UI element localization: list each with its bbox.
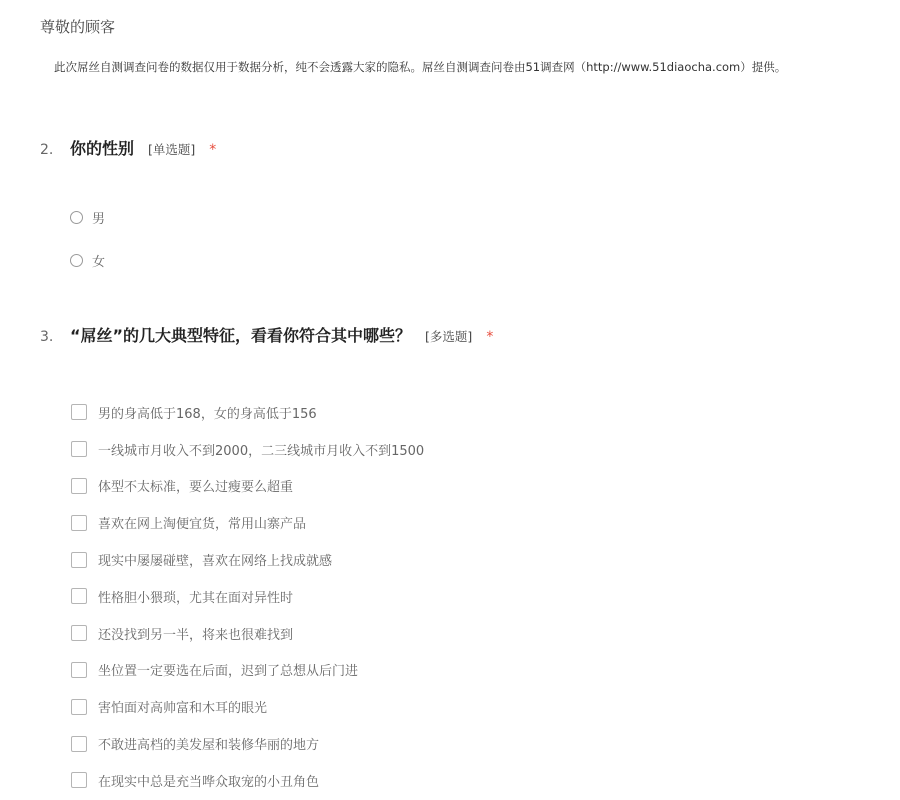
question-type-label: [多选题] bbox=[425, 329, 473, 344]
option-label: 男的身高低于168，女的身高低于156 bbox=[98, 406, 317, 422]
intro-text: 此次屌丝自测调查问卷的数据仅用于数据分析，纯不会透露大家的隐私。屌丝自测调查问卷由51调查网（http://www.51diaocha.com）提供。 bbox=[54, 60, 787, 74]
option-label: 体型不太标准，要么过瘦要么超重 bbox=[98, 480, 294, 496]
checkbox[interactable] bbox=[71, 588, 87, 604]
checkbox[interactable] bbox=[71, 772, 87, 788]
option-label: 坐位置一定要选在后面，迟到了总想从后门进 bbox=[98, 664, 359, 680]
checkbox[interactable] bbox=[71, 662, 87, 678]
question-type-label: [单选题] bbox=[148, 142, 196, 157]
checkbox-option[interactable] bbox=[71, 688, 424, 725]
checkbox[interactable] bbox=[71, 699, 87, 715]
checkbox-option[interactable] bbox=[71, 652, 424, 689]
question-title: “屌丝”的几大典型特征，看看你符合其中哪些？ bbox=[70, 326, 412, 345]
option-label: 害怕面对高帅富和木耳的眼光 bbox=[98, 701, 268, 717]
checkbox-option[interactable] bbox=[71, 578, 424, 615]
checkbox-option[interactable] bbox=[71, 504, 424, 541]
option-label: 性格胆小猥琐，尤其在面对异性时 bbox=[98, 590, 294, 606]
question-3-header bbox=[40, 323, 493, 346]
question-number: 2. bbox=[40, 142, 54, 158]
checkbox[interactable] bbox=[71, 441, 87, 457]
greeting-heading: 尊敬的顾客 bbox=[40, 18, 116, 36]
gender-option-female[interactable] bbox=[70, 251, 105, 270]
checkbox-option[interactable] bbox=[71, 615, 424, 652]
checkbox-option[interactable] bbox=[71, 431, 424, 468]
checkbox-option[interactable] bbox=[71, 725, 424, 762]
checkbox[interactable] bbox=[71, 625, 87, 641]
option-label: 现实中屡屡碰壁，喜欢在网络上找成就感 bbox=[98, 554, 333, 570]
gender-option-male[interactable] bbox=[70, 208, 105, 227]
question-title: 你的性别 bbox=[70, 139, 135, 158]
option-label: 还没找到另一半，将来也很难找到 bbox=[98, 627, 294, 643]
checkbox[interactable] bbox=[71, 404, 87, 420]
radio-button[interactable] bbox=[70, 211, 83, 224]
question-number: 3. bbox=[40, 329, 54, 345]
option-label: 女 bbox=[92, 255, 106, 270]
checkbox[interactable] bbox=[71, 736, 87, 752]
checkbox-option[interactable] bbox=[71, 541, 424, 578]
required-mark: * bbox=[209, 142, 217, 158]
checkbox[interactable] bbox=[71, 478, 87, 494]
option-label: 在现实中总是充当哗众取宠的小丑角色 bbox=[98, 774, 320, 790]
checkbox-option[interactable] bbox=[71, 394, 424, 431]
option-label: 男 bbox=[92, 212, 106, 227]
option-label: 一线城市月收入不到2000，二三线城市月收入不到1500 bbox=[98, 443, 425, 459]
option-label: 不敢进高档的美发屋和装修华丽的地方 bbox=[98, 738, 320, 754]
traits-checkbox-list bbox=[71, 394, 424, 800]
option-label: 喜欢在网上淘便宜货，常用山寨产品 bbox=[98, 517, 307, 533]
question-2-header bbox=[40, 136, 216, 159]
checkbox-option[interactable] bbox=[71, 762, 424, 799]
checkbox[interactable] bbox=[71, 552, 87, 568]
required-mark: * bbox=[486, 329, 494, 345]
checkbox-option[interactable] bbox=[71, 468, 424, 505]
radio-button[interactable] bbox=[70, 254, 83, 267]
checkbox[interactable] bbox=[71, 515, 87, 531]
